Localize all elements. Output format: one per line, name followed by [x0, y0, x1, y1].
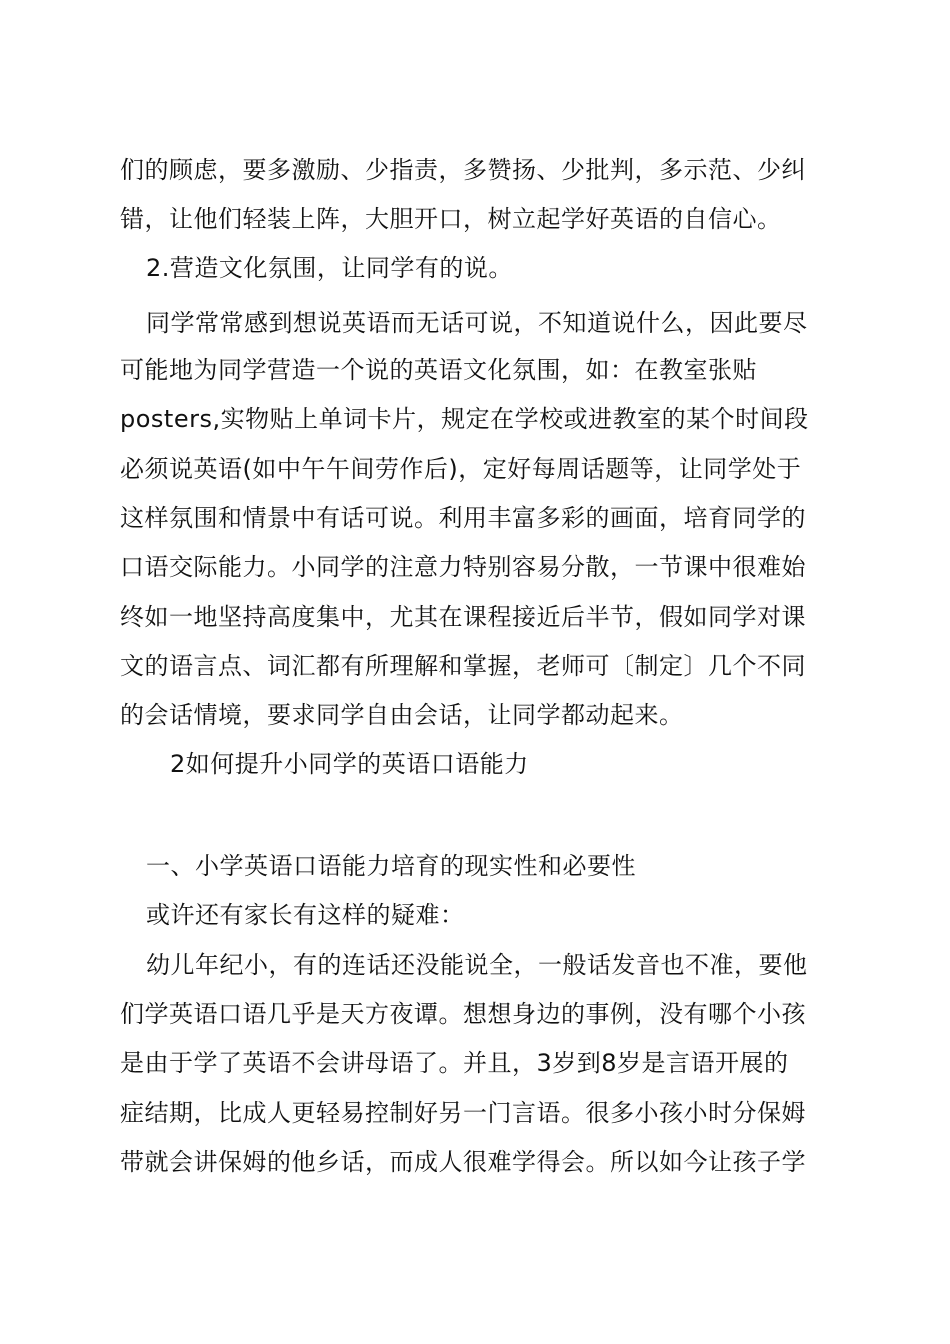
text-line: 终如一地坚持高度集中，尤其在课程接近后半节，假如同学对课 — [120, 603, 806, 631]
text-line: 是由于学了英语不会讲母语了。并且，3岁到8岁是言语开展的 — [120, 1049, 789, 1077]
text-line: 可能地为同学营造一个说的英语文化氛围，如：在教室张贴 — [120, 356, 757, 384]
text-line: 们学英语口语几乎是天方夜谭。想想身边的事例，没有哪个小孩 — [120, 1000, 806, 1028]
text-line: 错，让他们轻装上阵，大胆开口，树立起学好英语的自信心。 — [120, 205, 782, 233]
section-heading: 一、小学英语口语能力培育的现实性和必要性 — [146, 852, 636, 880]
text-line: 幼儿年纪小，有的连话还没能说全，一般话发音也不准，要他 — [146, 951, 808, 979]
text-line: 或许还有家长有这样的疑难： — [146, 901, 465, 929]
text-line: 们的顾虑，要多激励、少指责，多赞扬、少批判，多示范、少纠 — [120, 156, 806, 184]
section-heading: 2.营造文化氛围，让同学有的说。 — [146, 254, 513, 282]
text-line: posters,实物贴上单词卡片，规定在学校或进教室的某个时间段 — [120, 405, 809, 433]
text-line: 同学常常感到想说英语而无话可说，不知道说什么，因此要尽 — [146, 309, 808, 337]
text-line: 症结期，比成人更轻易控制好另一门言语。很多小孩小时分保姆 — [120, 1099, 806, 1127]
text-line: 这样氛围和情景中有话可说。利用丰富多彩的画面，培育同学的 — [120, 504, 806, 532]
text-line: 文的语言点、词汇都有所理解和掌握，老师可〔制定〕几个不同 — [120, 652, 806, 680]
text-line: 必须说英语(如中午午间劳作后)，定好每周话题等，让同学处于 — [120, 455, 802, 483]
article-title: 2如何提升小同学的英语口语能力 — [170, 750, 529, 778]
text-line: 的会话情境，要求同学自由会话，让同学都动起来。 — [120, 701, 684, 729]
text-line: 口语交际能力。小同学的注意力特别容易分散，一节课中很难始 — [120, 553, 806, 581]
text-line: 带就会讲保姆的他乡话，而成人很难学得会。所以如今让孩子学 — [120, 1148, 806, 1176]
